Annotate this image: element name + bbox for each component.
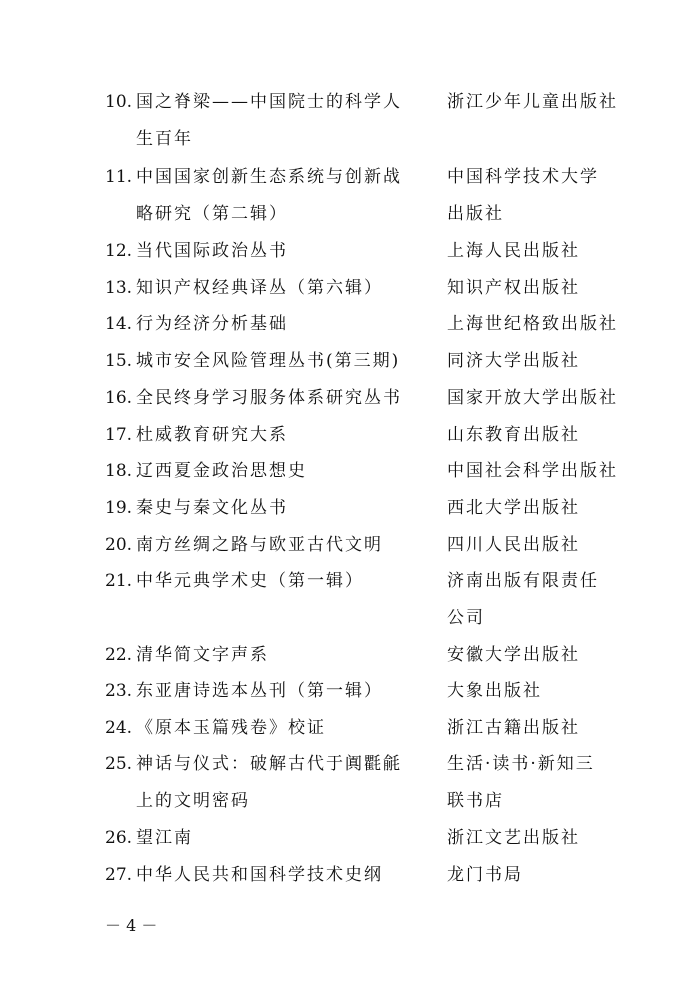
item-number: 19. [105,498,133,518]
item-number: 15. [105,351,133,371]
item-title: 东亚唐诗选本丛刊（第一辑） [136,681,383,701]
item-number: 20. [105,535,133,555]
item-publisher: 大象出版社 [447,681,542,701]
item-title: 中国国家创新生态系统与创新战略研究（第二辑） [136,167,402,224]
item-title: 神话与仪式：破解古代于阗氍毹上的文明密码 [136,754,402,811]
item-title: 行为经济分析基础 [136,314,288,334]
item-publisher: 四川人民出版社 [447,535,580,555]
item-title: 中华人民共和国科学技术史纲 [136,865,383,885]
item-title: 杜威教育研究大系 [136,425,288,445]
item-publisher: 中国社会科学出版社 [447,461,618,481]
item-title: 当代国际政治丛书 [136,241,288,261]
item-number: 26. [105,828,133,848]
item-title: 南方丝绸之路与欧亚古代文明 [136,535,383,555]
item-title: 知识产权经典译丛（第六辑） [136,278,383,298]
item-publisher: 生活·读书·新知三联书店 [447,754,595,811]
item-number: 23. [105,681,133,701]
item-number: 24. [105,718,133,738]
item-publisher: 龙门书局 [447,865,523,885]
item-publisher: 国家开放大学出版社 [447,388,618,408]
item-number: 11. [105,167,133,187]
item-publisher: 中国科学技术大学出版社 [447,167,599,224]
item-title: 中华元典学术史（第一辑） [136,571,364,591]
item-publisher: 浙江古籍出版社 [447,718,580,738]
item-title: 《原本玉篇残卷》校证 [136,718,326,738]
item-title: 全民终身学习服务体系研究丛书 [136,388,402,408]
item-number: 12. [105,241,133,261]
item-number: 10. [105,92,133,112]
item-publisher: 西北大学出版社 [447,498,580,518]
page-number: － 4 － [105,916,158,935]
item-publisher: 浙江少年儿童出版社 [447,92,618,112]
item-number: 13. [105,278,133,298]
item-title: 望江南 [136,828,193,848]
item-number: 14. [105,314,133,334]
item-number: 18. [105,461,133,481]
item-title: 国之脊梁——中国院士的科学人生百年 [136,92,402,149]
item-publisher: 知识产权出版社 [447,278,580,298]
item-publisher: 济南出版有限责任公司 [447,571,599,628]
item-number: 21. [105,571,133,591]
item-title: 城市安全风险管理丛书(第三期) [136,351,401,371]
item-number: 27. [105,865,133,885]
item-publisher: 上海世纪格致出版社 [447,314,618,334]
item-publisher: 安徽大学出版社 [447,645,580,665]
item-number: 17. [105,425,133,445]
item-publisher: 山东教育出版社 [447,425,580,445]
item-publisher: 同济大学出版社 [447,351,580,371]
item-number: 22. [105,645,133,665]
item-publisher: 浙江文艺出版社 [447,828,580,848]
item-number: 25. [105,754,133,774]
item-title: 辽西夏金政治思想史 [136,461,307,481]
item-title: 秦史与秦文化丛书 [136,498,288,518]
item-number: 16. [105,388,133,408]
item-title: 清华简文字声系 [136,645,269,665]
item-publisher: 上海人民出版社 [447,241,580,261]
